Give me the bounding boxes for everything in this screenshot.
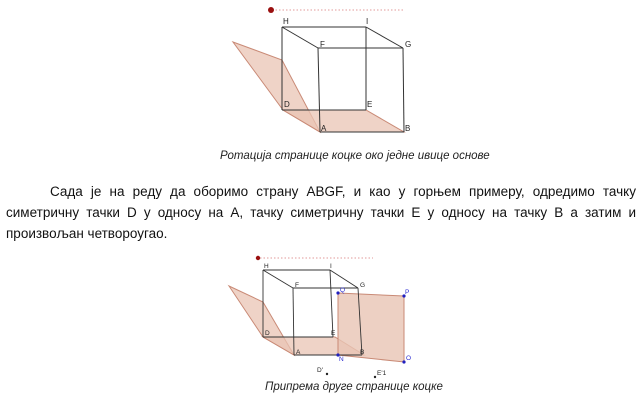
label-D: D	[265, 330, 270, 337]
label-I: I	[330, 263, 332, 270]
body-paragraph	[6, 181, 636, 244]
label-P: P	[405, 289, 410, 296]
base-face	[283, 110, 404, 132]
black-points	[326, 373, 376, 378]
label-D: D	[284, 100, 290, 109]
label-Q: Q	[340, 287, 346, 294]
label-O: O	[406, 355, 412, 362]
label-A: A	[321, 124, 327, 133]
unfolded-face	[338, 293, 404, 362]
label-E: E	[367, 100, 373, 109]
label-D-prime: D'	[317, 367, 323, 374]
label-I: I	[366, 17, 369, 26]
figure-1	[233, 7, 411, 133]
label-N: N	[339, 356, 344, 363]
label-G: G	[360, 282, 366, 289]
label-F: F	[295, 282, 299, 289]
slider-point[interactable]	[268, 7, 274, 13]
slider-point[interactable]	[256, 256, 260, 260]
paragraph-text: Сада је на реду да оборимо страну ABGF, и као у горњем примеру, одредимо тачку симетричну тачки D у односу на A, тачку симетричну тачки E у односу на тачку B а затим и произвољан четвороугао.	[6, 184, 636, 241]
label-F: F	[320, 40, 325, 49]
label-H: H	[264, 263, 269, 270]
label-G: G	[405, 40, 412, 49]
figure-2-caption: Припрема друге странице коцке	[265, 381, 443, 393]
label-B: B	[405, 124, 411, 133]
label-H: H	[283, 17, 289, 26]
label-E1-prime: E'1	[377, 370, 387, 377]
figure-1-caption: Ротација странице коцке око једне ивице основе	[220, 150, 490, 162]
label-A: A	[296, 349, 301, 356]
label-B: B	[360, 349, 365, 356]
figure-2	[229, 256, 411, 378]
label-E: E	[331, 330, 336, 337]
